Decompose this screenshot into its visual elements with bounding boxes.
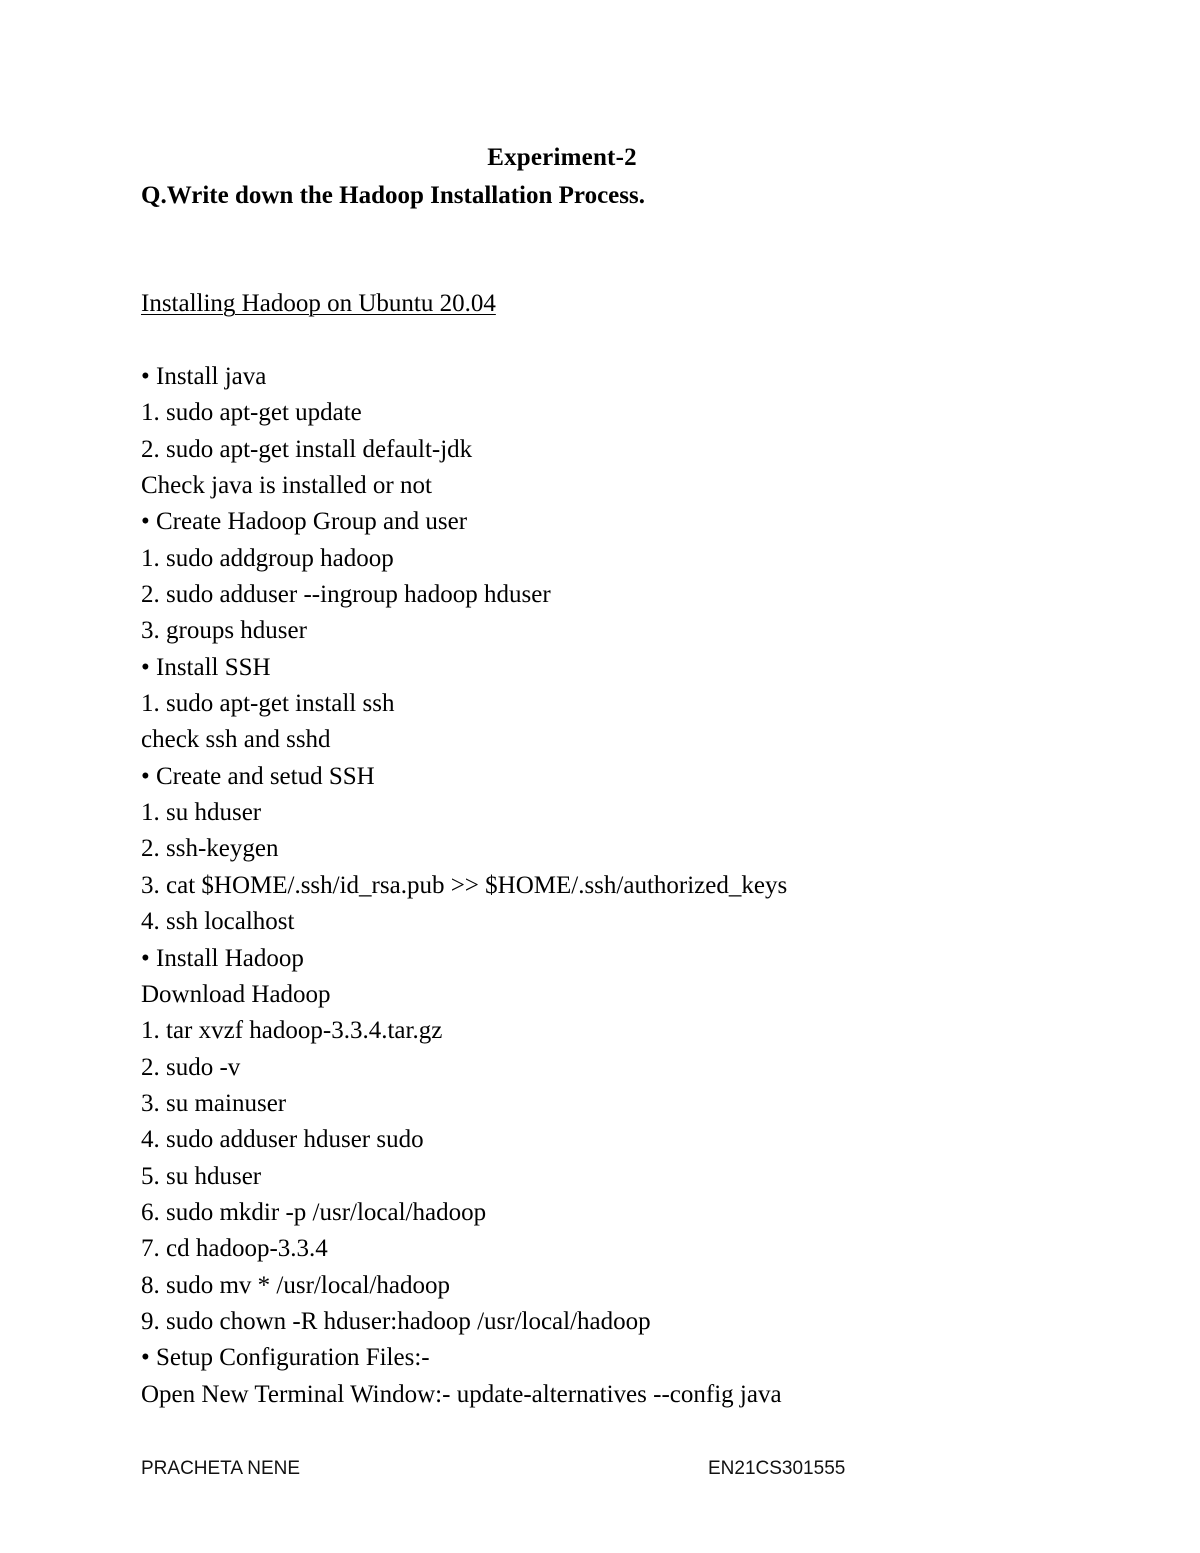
list-item: Download Hadoop <box>141 980 331 1008</box>
list-item: check ssh and sshd <box>141 726 331 754</box>
section-heading: Installing Hadoop on Ubuntu 20.04 <box>141 290 496 317</box>
document-title: Experiment-2 <box>487 144 637 171</box>
list-item: 3. groups hduser <box>141 617 307 645</box>
list-item: 1. tar xvzf hadoop-3.3.4.tar.gz <box>141 1017 443 1045</box>
list-item: 3. cat $HOME/.ssh/id_rsa.pub >> $HOME/.ssh/authorized_keys <box>141 871 788 899</box>
list-item: 1. sudo apt-get update <box>141 399 362 427</box>
list-item: 4. ssh localhost <box>141 908 295 936</box>
instruction-list <box>141 359 787 1413</box>
list-item: 2. sudo adduser --ingroup hadoop hduser <box>141 581 551 609</box>
footer-author: PRACHETA NENE <box>141 1458 301 1479</box>
list-item: 2. sudo apt-get install default-jdk <box>141 435 473 463</box>
list-item: 2. sudo -v <box>141 1053 241 1081</box>
list-item: Check java is installed or not <box>141 472 432 500</box>
list-item: 8. sudo mv * /usr/local/hadoop <box>141 1271 450 1299</box>
list-item: 6. sudo mkdir -p /usr/local/hadoop <box>141 1198 487 1226</box>
list-item: 1. su hduser <box>141 799 262 827</box>
question-text: Q.Write down the Hadoop Installation Process. <box>141 182 645 209</box>
list-item: 1. sudo apt-get install ssh <box>141 690 395 718</box>
list-item: 9. sudo chown -R hduser:hadoop /usr/local/hadoop <box>141 1307 651 1335</box>
list-item: • Create Hadoop Group and user <box>141 508 468 536</box>
list-item: • Create and setud SSH <box>141 762 375 790</box>
list-item: 5. su hduser <box>141 1162 262 1190</box>
list-item: 4. sudo adduser hduser sudo <box>141 1126 424 1154</box>
list-item: Open New Terminal Window:- update-alternatives --config java <box>141 1380 782 1408</box>
list-item: • Install Hadoop <box>141 944 304 972</box>
footer-enrollment: EN21CS301555 <box>708 1458 846 1479</box>
list-item: • Install java <box>141 363 267 390</box>
list-item: • Install SSH <box>141 653 271 681</box>
list-item: • Setup Configuration Files:- <box>141 1344 430 1372</box>
list-item: 7. cd hadoop-3.3.4 <box>141 1235 328 1263</box>
list-item: 3. su mainuser <box>141 1089 287 1117</box>
list-item: 2. ssh-keygen <box>141 835 279 863</box>
list-item: 1. sudo addgroup hadoop <box>141 544 394 572</box>
